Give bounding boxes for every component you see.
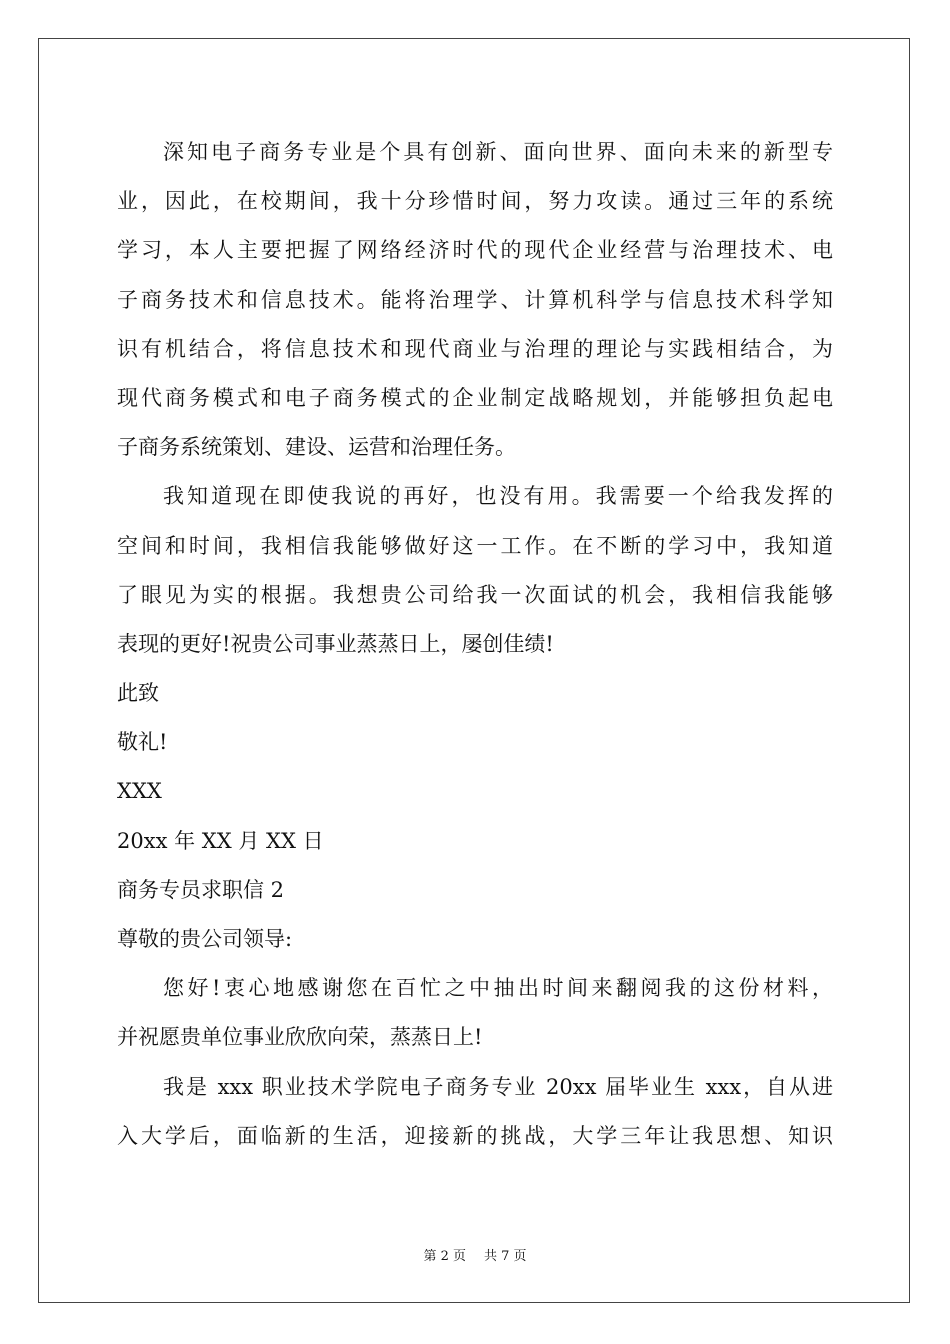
text-line: 并祝愿贵单位事业欣欣向荣，蒸蒸日上!: [117, 1025, 483, 1050]
page-footer: [0, 1248, 950, 1266]
salutation-line: 敬礼!: [117, 730, 168, 755]
text-line: 业，因此，在校期间，我十分珍惜时间，努力攻读。通过三年的系统: [117, 189, 833, 214]
text-line: 子商务技术和信息技术。能将治理学、计算机科学与信息技术科学知: [117, 287, 833, 312]
text-line: 我是 xxx 职业技术学院电子商务专业 20xx 届毕业生 xxx，自从进: [163, 1074, 833, 1099]
text-line: 入大学后，面临新的生活，迎接新的挑战，大学三年让我思想、知识: [117, 1123, 833, 1148]
text-line: 了眼见为实的根据。我想贵公司给我一次面试的机会，我相信我能够: [117, 582, 833, 607]
page-total: 共 7 页: [484, 1249, 527, 1264]
greeting-line: 尊敬的贵公司领导:: [117, 927, 293, 951]
text-line: 识有机结合，将信息技术和现代商业与治理的理论与实践相结合，为: [117, 336, 833, 361]
section-title: 商务专员求职信 2: [117, 877, 285, 902]
page-number: 第 2 页: [423, 1249, 466, 1264]
text-line: 表现的更好!祝贵公司事业蒸蒸日上，屡创佳绩!: [117, 631, 554, 656]
text-line: 学习，本人主要把握了网络经济时代的现代企业经营与治理技术、电: [117, 238, 833, 263]
signature-date: 20xx 年 XX 月 XX 日: [117, 828, 324, 853]
document-body: [117, 128, 833, 1161]
signature-name: XXX: [117, 779, 162, 804]
text-line: 现代商务模式和电子商务模式的企业制定战略规划，并能够担负起电: [117, 385, 833, 410]
text-line: 子商务系统策划、建设、运营和治理任务。: [117, 435, 516, 460]
text-line: 空间和时间，我相信我能够做好这一工作。在不断的学习中，我知道: [117, 533, 833, 558]
text-line: 您好!衷心地感谢您在百忙之中抽出时间来翻阅我的这份材料，: [163, 976, 833, 1001]
text-line: 我知道现在即使我说的再好，也没有用。我需要一个给我发挥的: [163, 484, 833, 509]
text-line: 深知电子商务专业是个具有创新、面向世界、面向未来的新型专: [163, 140, 833, 164]
closing-line: 此致: [117, 681, 159, 706]
